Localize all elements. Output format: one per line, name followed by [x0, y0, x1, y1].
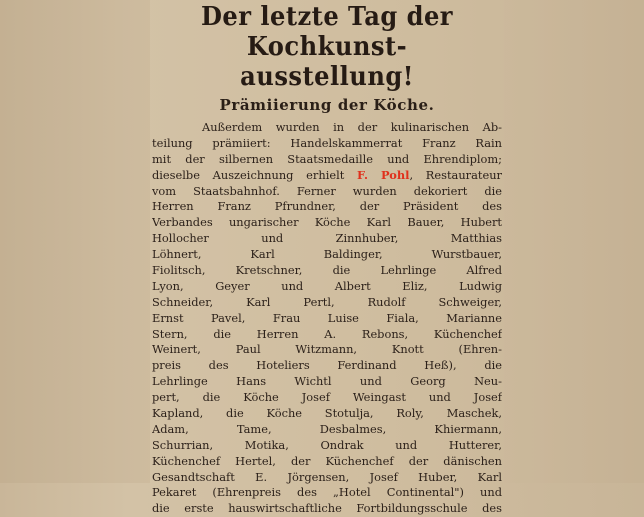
text-line: Lyon, Geyer und Albert Eliz, Ludwig: [152, 278, 502, 293]
text-line: Kapland, die Köche Stotulja, Roly, Maschek,: [152, 406, 502, 421]
text-line: Stern, die Herren A. Rebons, Küchenchef: [152, 326, 502, 341]
article-body: [150, 120, 504, 517]
text-line: pert, die Köche Josef Weingast und Josef: [152, 390, 502, 405]
article-subheadline: Prämiierung der Köche.: [219, 96, 435, 114]
text-line: Schurrian, Motika, Ondrak und Hutterer,: [152, 437, 502, 452]
text-line: Pekaret (Ehrenpreis des „Hotel Continental") und: [152, 485, 502, 500]
highlighted-name: F. Pohl: [357, 167, 410, 182]
newspaper-article: [150, 0, 504, 516]
text-line: vom Staatsbahnhof. Ferner wurden dekoriert die: [152, 183, 502, 198]
text-line: teilung prämiiert: Handelskammerrat Franz Rain: [152, 135, 502, 150]
text-line: mit der silbernen Staatsmedaille und Ehrendiplom;: [152, 151, 502, 166]
text-line: Fiolitsch, Kretschner, die Lehrlinge Alfred: [152, 263, 502, 278]
paper-left-margin: [0, 0, 150, 483]
text-line-suffix: , Restaurateur: [409, 167, 502, 182]
text-line-prefix: dieselbe Auszeichnung erhielt: [152, 167, 358, 182]
text-line: Lehrlinge Hans Wichtl und Georg Neu-: [152, 374, 502, 389]
text-line: preis des Hoteliers Ferdinand Heß), die: [152, 358, 502, 373]
text-line: Verbandes ungarischer Köche Karl Bauer, Hubert: [152, 215, 502, 230]
text-line: Ernst Pavel, Frau Luise Fiala, Marianne: [152, 310, 502, 325]
text-line: Außerdem wurden in der kulinarischen Ab-: [202, 120, 502, 134]
text-line: die erste hauswirtschaftliche Fortbildungsschule des: [152, 501, 502, 516]
article-headline: Der letzte Tag der Kochkunst-ausstellung!: [200, 2, 454, 92]
text-line: Gesandtschaft E. Jörgensen, Josef Huber, Karl: [152, 469, 502, 484]
text-line: Adam, Tame, Desbalmes, Khiermann,: [152, 421, 502, 436]
text-line: Weinert, Paul Witzmann, Knott (Ehren-: [152, 342, 502, 357]
text-line-highlight: [152, 168, 502, 184]
text-line: Hollocher und Zinnhuber, Matthias: [152, 231, 502, 246]
text-line: Löhnert, Karl Baldinger, Wurstbauer,: [152, 247, 502, 262]
text-line: Herren Franz Pfrundner, der Präsident des: [152, 199, 502, 214]
text-line: Schneider, Karl Pertl, Rudolf Schweiger,: [152, 294, 502, 309]
paper-right-margin: [504, 0, 644, 483]
text-line: Küchenchef Hertel, der Küchenchef der dänischen: [152, 453, 502, 468]
